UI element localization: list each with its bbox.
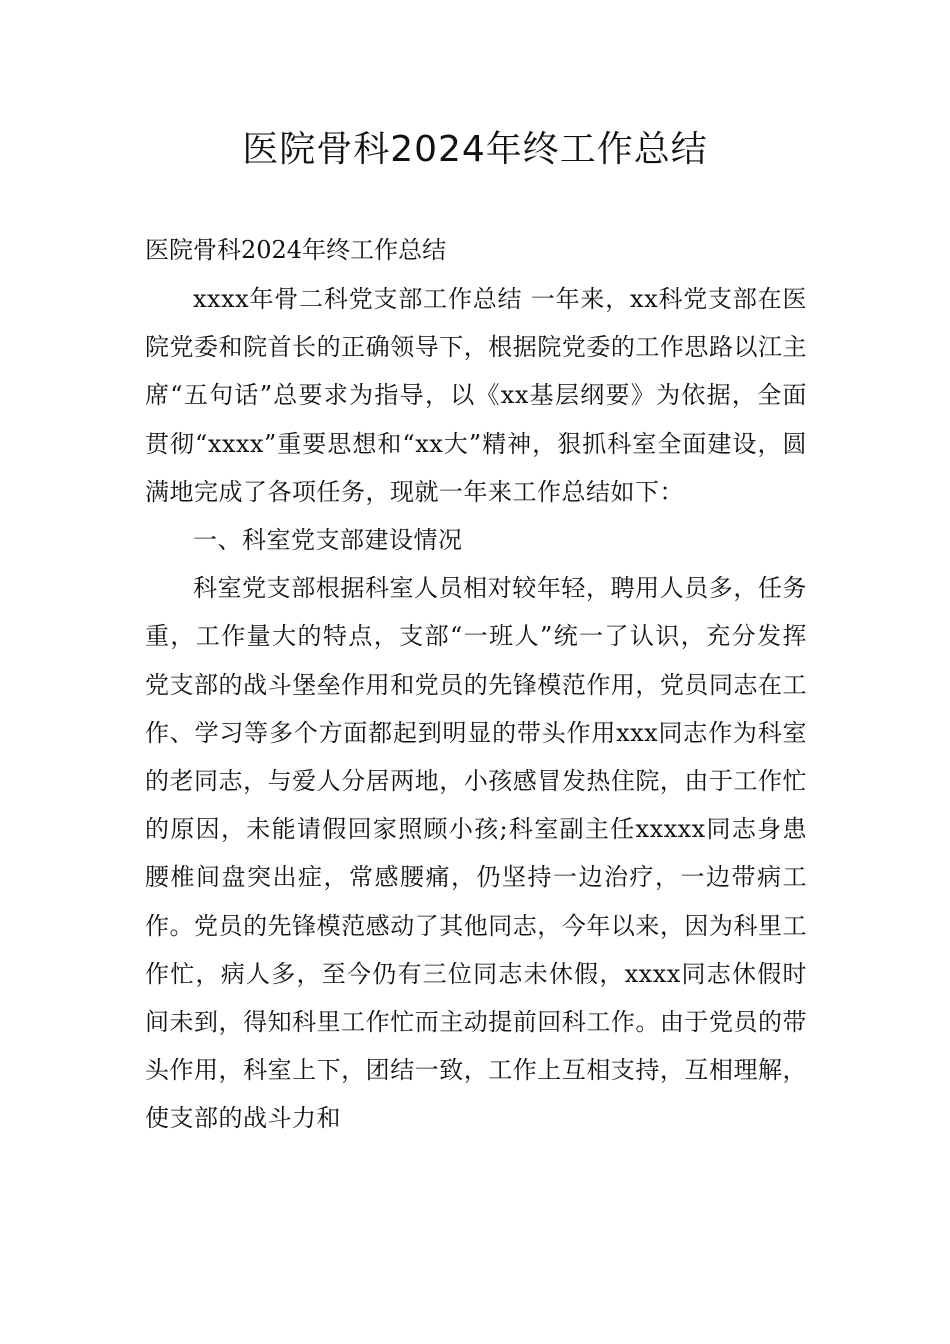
document-subtitle: 医院骨科2024年终工作总结 bbox=[145, 236, 447, 264]
section-heading-1: 一、科室党支部建设情况 bbox=[193, 526, 463, 555]
paragraph-intro: xxxx年骨二科党支部工作总结 一年来，xx科党支部在医院党委和院首长的正确领导下，根据院党委的工作思路以江主席“五句话”总要求为指导，以《xx基层纲要》为依据，全面贯彻“xxxx”重要思想和“xx大”精神，狠抓科室全面建设，圆满地完成了各项任务，现就一年来工作总结如下： bbox=[145, 285, 807, 506]
document-body bbox=[145, 275, 807, 1143]
paragraph-section-1: 科室党支部根据科室人员相对较年轻，聘用人员多，任务重，工作量大的特点，支部“一班人”统一了认识，充分发挥党支部的战斗堡垒作用和党员的先锋模范作用，党员同志在工作、学习等多个方面都起到明显的带头作用xxx同志作为科室的老同志，与爱人分居两地，小孩感冒发热住院，由于工作忙的原因，未能请假回家照顾小孩;科室副主任xxxxx同志身患腰椎间盘突出症，常感腰痛，仍坚持一边治疗，一边带病工作。党员的先锋模范感动了其他同志，今年以来，因为科里工作忙，病人多，至今仍有三位同志未休假，xxxx同志休假时间未到，得知科里工作忙而主动提前回科工作。由于党员的带头作用，科室上下，团结一致，工作上互相支持，互相理解，使支部的战斗力和 bbox=[145, 574, 807, 1133]
document-title: 医院骨科2024年终工作总结 bbox=[242, 129, 708, 170]
